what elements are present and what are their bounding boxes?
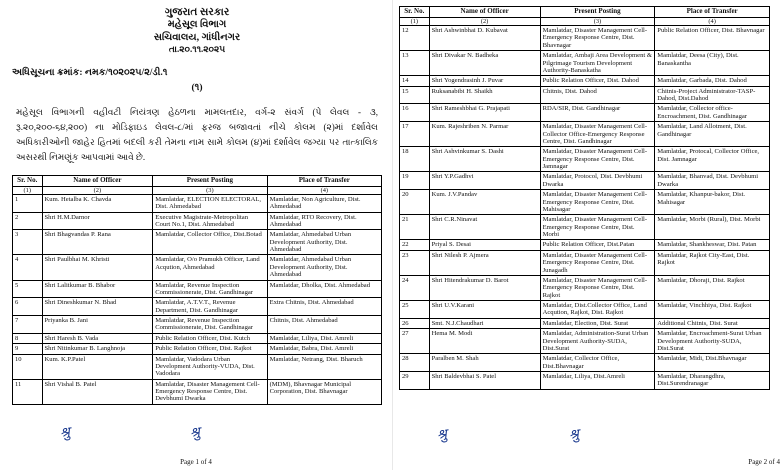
cell-name: Smt. N.J.Chaudhari	[429, 318, 540, 328]
cell-transfer: Mamlatdar, Ahmedabad Urban Development Authority, Dist. Ahmedabad	[267, 255, 381, 280]
table-header-row	[400, 7, 770, 18]
cell-sr: 3	[13, 230, 43, 255]
cell-name: Shri Nitinkumar B. Langhnoja	[42, 344, 153, 354]
cell-present: Chitnis, Dist. Dahod	[540, 86, 655, 104]
table-row	[13, 316, 382, 334]
col-header-sr: Sr. No.	[13, 175, 43, 186]
table-row	[13, 255, 382, 280]
table-row	[400, 147, 770, 172]
cell-name: Ruksanabibi H. Shaikh	[429, 86, 540, 104]
table-row	[400, 329, 770, 354]
cell-sr: 12	[400, 26, 430, 51]
cell-sr: 19	[400, 172, 430, 190]
col-num-2: (2)	[429, 17, 540, 25]
document-date: તા.૨૦.૧૧.૨૦૨૫	[168, 44, 226, 55]
cell-name: Shri Lalitkumar B. Bhabor	[42, 280, 153, 298]
col-header-present: Present Posting	[153, 175, 267, 186]
table-column-number-row	[400, 17, 770, 25]
signature-mark: श्रु	[189, 425, 202, 442]
cell-present: Public Relation Officer, Dist. Kutch	[153, 333, 267, 343]
secretariat-title: સચિવાલય, ગાંધીનગર	[153, 31, 241, 43]
cell-present: Mamlatdar, Liliya, Dist.Amreli	[540, 372, 655, 390]
cell-transfer: Mamlatdar, Dholka, Dist. Ahmedabad	[267, 280, 381, 298]
cell-sr: 14	[400, 76, 430, 86]
cell-sr: 8	[13, 333, 43, 343]
cell-present: Mamlatdar, Disaster Management Cell-Emergency Response Centre, Dist. Bhavnagar	[540, 26, 655, 51]
cell-sr: 22	[400, 240, 430, 250]
cell-name: Kum. Hetalba K. Chavda	[42, 194, 153, 212]
cell-sr: 18	[400, 147, 430, 172]
signature-mark: श्रु	[436, 427, 449, 444]
cell-present: Public Relation Officer, Dist.Patan	[540, 240, 655, 250]
cell-name: Shri Baldevbhai S. Patel	[429, 372, 540, 390]
cell-present: Mamlatdar, Protocol, Dist. Devbhumi Dwarka	[540, 172, 655, 190]
transfer-table-page1	[12, 175, 382, 405]
cell-present: Mamlatdar, Disaster Management Cell-Emergency Response Centre, Dist. Junagadh	[540, 250, 655, 275]
cell-sr: 24	[400, 275, 430, 300]
cell-sr: 7	[13, 316, 43, 334]
cell-transfer: Mamlatdar, Khanpur-bakor, Dist. Mahisagar	[655, 190, 770, 215]
cell-sr: 25	[400, 301, 430, 319]
cell-transfer: Mamlatdar, Deesa (City), Dist. Banaskantha	[655, 51, 770, 76]
cell-present: Executive Magistrate-Metropolitan Court No.1, Dist. Ahmedabad	[153, 212, 267, 230]
cell-transfer: Mamlatdar, Netrang, Dist. Bharuch	[267, 354, 381, 379]
table-row	[13, 194, 382, 212]
table-row	[13, 333, 382, 343]
cell-name: Shri Ashvinkumar S. Dashi	[429, 147, 540, 172]
cell-sr: 16	[400, 104, 430, 122]
cell-transfer: Mamlatdar, Liliya, Dist. Amreli	[267, 333, 381, 343]
cell-name: Shri Dineshkumar N. Bhad	[42, 298, 153, 316]
cell-sr: 27	[400, 329, 430, 354]
cell-transfer: Public Relation Officer, Dist. Bhavnagar	[655, 26, 770, 51]
transfer-table-page2	[399, 6, 770, 390]
cell-name: Hema M. Modi	[429, 329, 540, 354]
cell-name: Shri Haresh B. Vada	[42, 333, 153, 343]
cell-transfer: Chitnis-Project Administrator-TASP-Dahod, Dist.Dahod	[655, 86, 770, 104]
transfer-table-page2-body	[400, 26, 770, 390]
cell-present: Mamlatdar, Dist.Collector Office, Land Acqution, Rajkot, Dist. Rajkot	[540, 301, 655, 319]
table-row	[400, 76, 770, 86]
table-row	[13, 280, 382, 298]
cell-sr: 6	[13, 298, 43, 316]
cell-present: Mamlatdar, Revenue Inspection Commissionerate, Dist. Gandhinagar	[153, 280, 267, 298]
cell-transfer: Mamlatdar, Midi, Dist.Bhavnagar	[655, 354, 770, 372]
table-row	[400, 51, 770, 76]
cell-present: Mamlatdar, Administration-Surat Urban Development Authority-SUDA, Dist.Surat	[540, 329, 655, 354]
col-header-name: Name of Officer	[42, 175, 153, 186]
cell-transfer: Mamlatdar, Shankheswar, Dist. Patan	[655, 240, 770, 250]
table-row	[400, 354, 770, 372]
table-header-row	[13, 175, 382, 186]
table-row	[400, 372, 770, 390]
document-header	[12, 6, 382, 55]
cell-transfer: Additional Chitnis, Dist. Surat	[655, 318, 770, 328]
cell-transfer: Mamlatdar, Collector office-Encroachment, Dist. Gandhinagar	[655, 104, 770, 122]
cell-transfer: Mamlatdar, Encroachment-Surat Urban Development Authority-SUDA, Dist.Surat	[655, 329, 770, 354]
cell-present: Mamlatdar, O/o Pramukh Officer, Land Acqution, Ahmedabad	[153, 255, 267, 280]
table-row	[400, 275, 770, 300]
cell-name: Shri Rameshbhai G. Prajapati	[429, 104, 540, 122]
cell-sr: 15	[400, 86, 430, 104]
cell-transfer: Mamlatdar, RTO Recovery, Dist. Ahmedabad	[267, 212, 381, 230]
transfer-table-page1-wrap	[12, 175, 382, 405]
table-row	[13, 344, 382, 354]
cell-present: Mamlatdar, Revenue Inspection Commissionerate, Dist. Gandhinagar	[153, 316, 267, 334]
col-num-3: (3)	[540, 17, 655, 25]
cell-name: Shri Bhagvandas P. Rana	[42, 230, 153, 255]
cell-transfer: Chitnis, Dist. Ahmedabad	[267, 316, 381, 334]
col-header-transfer: Place of Transfer	[655, 7, 770, 18]
cell-name: Shri Nilesh P. Ajmera	[429, 250, 540, 275]
col-header-name: Name of Officer	[429, 7, 540, 18]
table-row	[400, 240, 770, 250]
cell-transfer: Mamlatdar, Dhoraji, Dist. Rajkot	[655, 275, 770, 300]
table-row	[400, 250, 770, 275]
cell-name: Priyal S. Desai	[429, 240, 540, 250]
cell-name: Shri H.M.Darnor	[42, 212, 153, 230]
cell-present: Mamlatdar, Disaster Management Cell-Emergency Response Centre, Dist. Rajkot	[540, 275, 655, 300]
cell-present: Mamlatdar, Vadodara Urban Development Authority-VUDA, Dist. Vadodara	[153, 354, 267, 379]
table-row	[13, 230, 382, 255]
cell-sr: 4	[13, 255, 43, 280]
cell-name: Shri Y.P.Gadhvi	[429, 172, 540, 190]
cell-name: Shri Ashwinbhai D. Kubavat	[429, 26, 540, 51]
col-num-1: (1)	[400, 17, 430, 25]
cell-transfer: Mamlatdar, Garbada, Dist. Dahod	[655, 76, 770, 86]
cell-present: Mamlatdar, A.T.V.T., Revenue Department, Dist. Gandhinagar	[153, 298, 267, 316]
cell-sr: 23	[400, 250, 430, 275]
table-column-number-row	[13, 186, 382, 194]
cell-name: Kum. K.P.Patel	[42, 354, 153, 379]
col-num-2: (2)	[42, 186, 153, 194]
col-num-3: (3)	[153, 186, 267, 194]
cell-transfer: Mamlatdar, Dharangdhra, Dist.Surendranagar	[655, 372, 770, 390]
cell-sr: 5	[13, 280, 43, 298]
order-number: અધિસૂચના ક્રમાંક: નમક/૧૦૨૦૨૫/૨/ડી.૧	[12, 68, 168, 79]
cell-sr: 13	[400, 51, 430, 76]
col-num-4: (4)	[267, 186, 381, 194]
cell-present: Mamlatdar, Collector Office, Dist.Bhavnagar	[540, 354, 655, 372]
cell-transfer: Extra Chitnis, Dist. Ahmedabad	[267, 298, 381, 316]
table-row	[400, 104, 770, 122]
table-row	[400, 301, 770, 319]
page-2-footer: Page 2 of 4	[748, 458, 780, 466]
cell-transfer: (MDM), Bhavnagar Municipal Corporation, Dist. Bhavnagar	[267, 379, 381, 404]
page-1-footer: Page 1 of 4	[180, 458, 212, 466]
cell-name: Shri Vishal B. Patel	[42, 379, 153, 404]
cell-transfer: Mamlatdar, Morbi (Rural), Dist. Morbi	[655, 215, 770, 240]
cell-present: Mamlatdar, Disaster Management Cell-Emergency Response Centre, Dist. Mahisagar	[540, 190, 655, 215]
cell-sr: 9	[13, 344, 43, 354]
cell-transfer: Mamlatdar, Ahmedabad Urban Development Authority, Dist. Ahmedabad	[267, 230, 381, 255]
table-row	[400, 122, 770, 147]
col-num-4: (4)	[655, 17, 770, 25]
order-sub-number: (૧)	[191, 83, 203, 94]
transfer-table-page2-wrap	[399, 6, 770, 390]
cell-sr: 10	[13, 354, 43, 379]
col-header-present: Present Posting	[540, 7, 655, 18]
signature-mark: श्रु	[568, 427, 581, 444]
table-row	[400, 215, 770, 240]
cell-name: Kum. J.V.Pandav	[429, 190, 540, 215]
cell-present: Mamlatdar, Disaster Management Cell-Emergency Response Centre, Dist. Jamnagar	[540, 147, 655, 172]
cell-transfer: Mamlatdar, Non Agriculture, Dist. Ahmedabad	[267, 194, 381, 212]
cell-sr: 2	[13, 212, 43, 230]
cell-present: Mamlatdar, Election, Dist. Surat	[540, 318, 655, 328]
cell-sr: 26	[400, 318, 430, 328]
table-row	[400, 318, 770, 328]
cell-name: Shri Paulbhai M. Khristi	[42, 255, 153, 280]
cell-name: Kum. Rajeshriben N. Parmar	[429, 122, 540, 147]
cell-name: Shri Hitendrakumar D. Barot	[429, 275, 540, 300]
col-num-1: (1)	[13, 186, 43, 194]
col-header-transfer: Place of Transfer	[267, 175, 381, 186]
cell-sr: 17	[400, 122, 430, 147]
cell-name: Priyanka B. Jani	[42, 316, 153, 334]
cell-present: Public Relation Officer, Dist. Dahod	[540, 76, 655, 86]
cell-present: Mamlatdar, ELECTION ELECTORAL, Dist. Ahmedabad	[153, 194, 267, 212]
cell-sr: 29	[400, 372, 430, 390]
cell-transfer: Mamlatdar, Babra, Dist. Amreli	[267, 344, 381, 354]
table-row	[13, 354, 382, 379]
cell-sr: 11	[13, 379, 43, 404]
cell-transfer: Mamlatdar, Vinchhiya, Dist. Rajkot	[655, 301, 770, 319]
cell-sr: 1	[13, 194, 43, 212]
cell-present: Mamlatdar, Disaster Management Cell-Collector Office-Emergency Response Centre, Dist. Gandhinagar	[540, 122, 655, 147]
govt-title: ગુજરાત સરકાર	[164, 7, 230, 18]
cell-sr: 20	[400, 190, 430, 215]
cell-transfer: Mamlatdar, Land Allotment, Dist. Gandhinagar	[655, 122, 770, 147]
cell-transfer: Mamlatdar, Protocal, Collector Office, Dist. Jamnagar	[655, 147, 770, 172]
table-row	[13, 212, 382, 230]
cell-present: Public Relation Officer, Dist. Rajkot	[153, 344, 267, 354]
cell-present: Mamlatdar, Collector Office, Dist.Botad	[153, 230, 267, 255]
table-row	[400, 190, 770, 215]
cell-sr: 21	[400, 215, 430, 240]
table-row	[13, 379, 382, 404]
transfer-table-page1-body	[13, 194, 382, 404]
table-row	[400, 26, 770, 51]
cell-present: Mamlatdar, Disaster Management Cell-Emergency Response Centre, Dist. Morbi	[540, 215, 655, 240]
table-row	[13, 298, 382, 316]
department-title: મહેસૂલ વિભાગ	[167, 19, 227, 31]
order-paragraph: મહેસૂલ વિભાગની વહીવટી નિયંત્રણ હેઠળના મામલતદાર, વર્ગ-૨ સંવર્ગ (પે લેવલ - ૩, રૂ.૨૦,૨૦૦-૬૪,૨૦૦) ના મોડિફાઇડ લેવલ-૮/માં ફરજ બજાવતાં નીચે કોલમ (૨)માં દર્શાવેલ અધિકારીઓની જાહેર હિતમાં બદલી કરી તેમના નામ સામે કોલમ (૪)માં દર્શાવેલ જગ્યા પર તાત્કાલિક અસરથી નિમણૂંક આપવામાં આવે છે.	[16, 107, 378, 162]
cell-name: Shri Divakar N. Badheka	[429, 51, 540, 76]
signature-mark: श्रु	[59, 425, 72, 442]
table-row	[400, 172, 770, 190]
cell-name: Paralben M. Shah	[429, 354, 540, 372]
cell-present: Mamlatdar, Disaster Management Cell-Emergency Response Centre, Dist. Devbhumi Dwarka	[153, 379, 267, 404]
page-2-sheet	[392, 0, 780, 470]
cell-transfer: Mamlatdar, Bhanvad, Dist. Devbhumi Dwarka	[655, 172, 770, 190]
cell-name: Shri U.V.Karani	[429, 301, 540, 319]
cell-sr: 28	[400, 354, 430, 372]
cell-present: Mamlatdar, Ambaji Area Development & Pilgrimage Tourism Development Authority-Banaskatha	[540, 51, 655, 76]
col-header-sr: Sr. No.	[400, 7, 430, 18]
table-row	[400, 86, 770, 104]
cell-name: Shri Yogendrasinh J. Puvar	[429, 76, 540, 86]
cell-transfer: Mamlatdar, Rajkot City-East, Dist. Rajkot	[655, 250, 770, 275]
cell-name: Shri C.R.Ninavat	[429, 215, 540, 240]
cell-present: RDA/SIR, Dist. Gandhinagar	[540, 104, 655, 122]
